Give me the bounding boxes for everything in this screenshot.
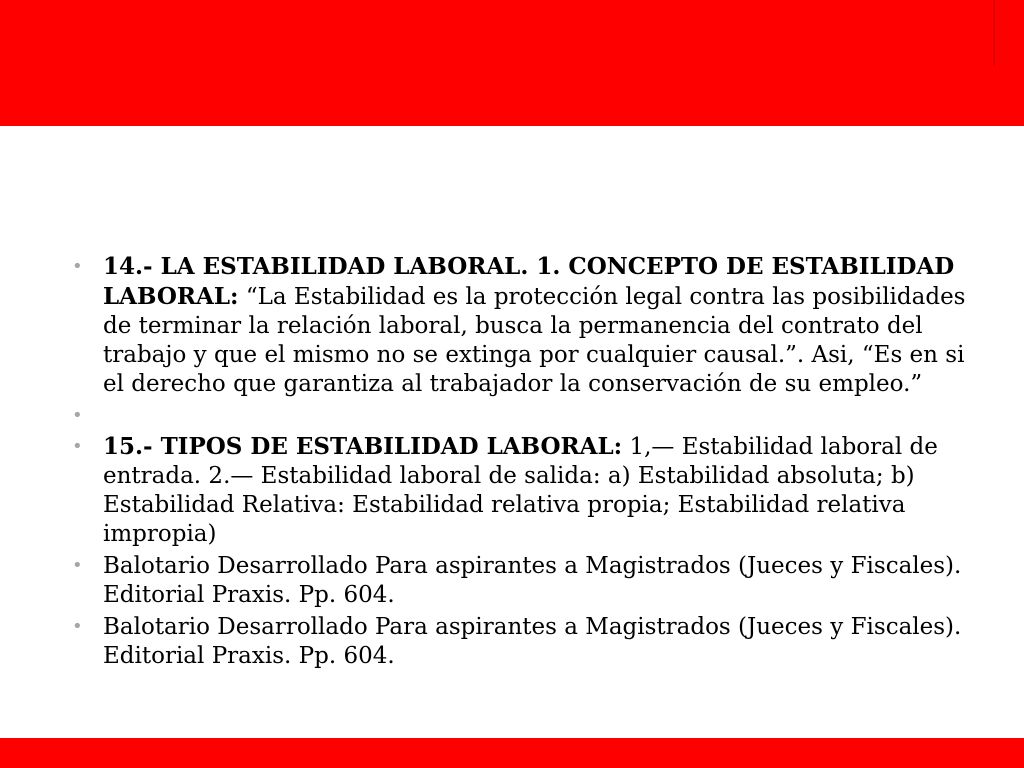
top-red-band (0, 0, 1024, 126)
bullet-icon: • (72, 256, 83, 277)
list-item-reference (72, 551, 972, 610)
slide-content (72, 252, 972, 673)
list-item-stability-concept (72, 252, 972, 399)
bullet-icon: • (72, 616, 83, 637)
bullet-list (72, 252, 972, 671)
item-heading: 14.- LA ESTABILIDAD LABORAL. 1. CONCEPTO DE ESTABILIDAD LABORAL: (103, 253, 955, 310)
top-band-divider (993, 0, 995, 66)
bullet-icon: • (72, 405, 83, 426)
list-item-stability-types (72, 432, 972, 549)
item-text: 1,— Estabilidad laboral de entrada. 2.— Estabilidad laboral de salida: a) Estabilidad absoluta; b) Estabilidad Relativa: Estabilidad relativa propia; Estabilidad relativa impropia) (103, 434, 938, 547)
item-text: Balotario Desarrollado Para aspirantes a Magistrados (Jueces y Fiscales). Editorial Praxis. Pp. 604. (103, 553, 962, 608)
item-heading: 15.- TIPOS DE ESTABILIDAD LABORAL: (103, 433, 623, 460)
bottom-red-band (0, 738, 1024, 768)
bullet-icon: • (72, 555, 83, 576)
item-text: Balotario Desarrollado Para aspirantes a Magistrados (Jueces y Fiscales). Editorial Praxis. Pp. 604. (103, 614, 962, 669)
bullet-icon: • (72, 436, 83, 457)
item-text: “La Estabilidad es la protección legal contra las posibilidades de terminar la relación laboral, busca la permanencia del contrato del trabajo y que el mismo no se extinga por cualquier causal.”. Asi, “Es en si el derecho que garantiza al trabajador la conservación de su empleo.” (103, 284, 966, 397)
list-item-reference (72, 612, 972, 671)
list-item-empty (72, 401, 972, 430)
